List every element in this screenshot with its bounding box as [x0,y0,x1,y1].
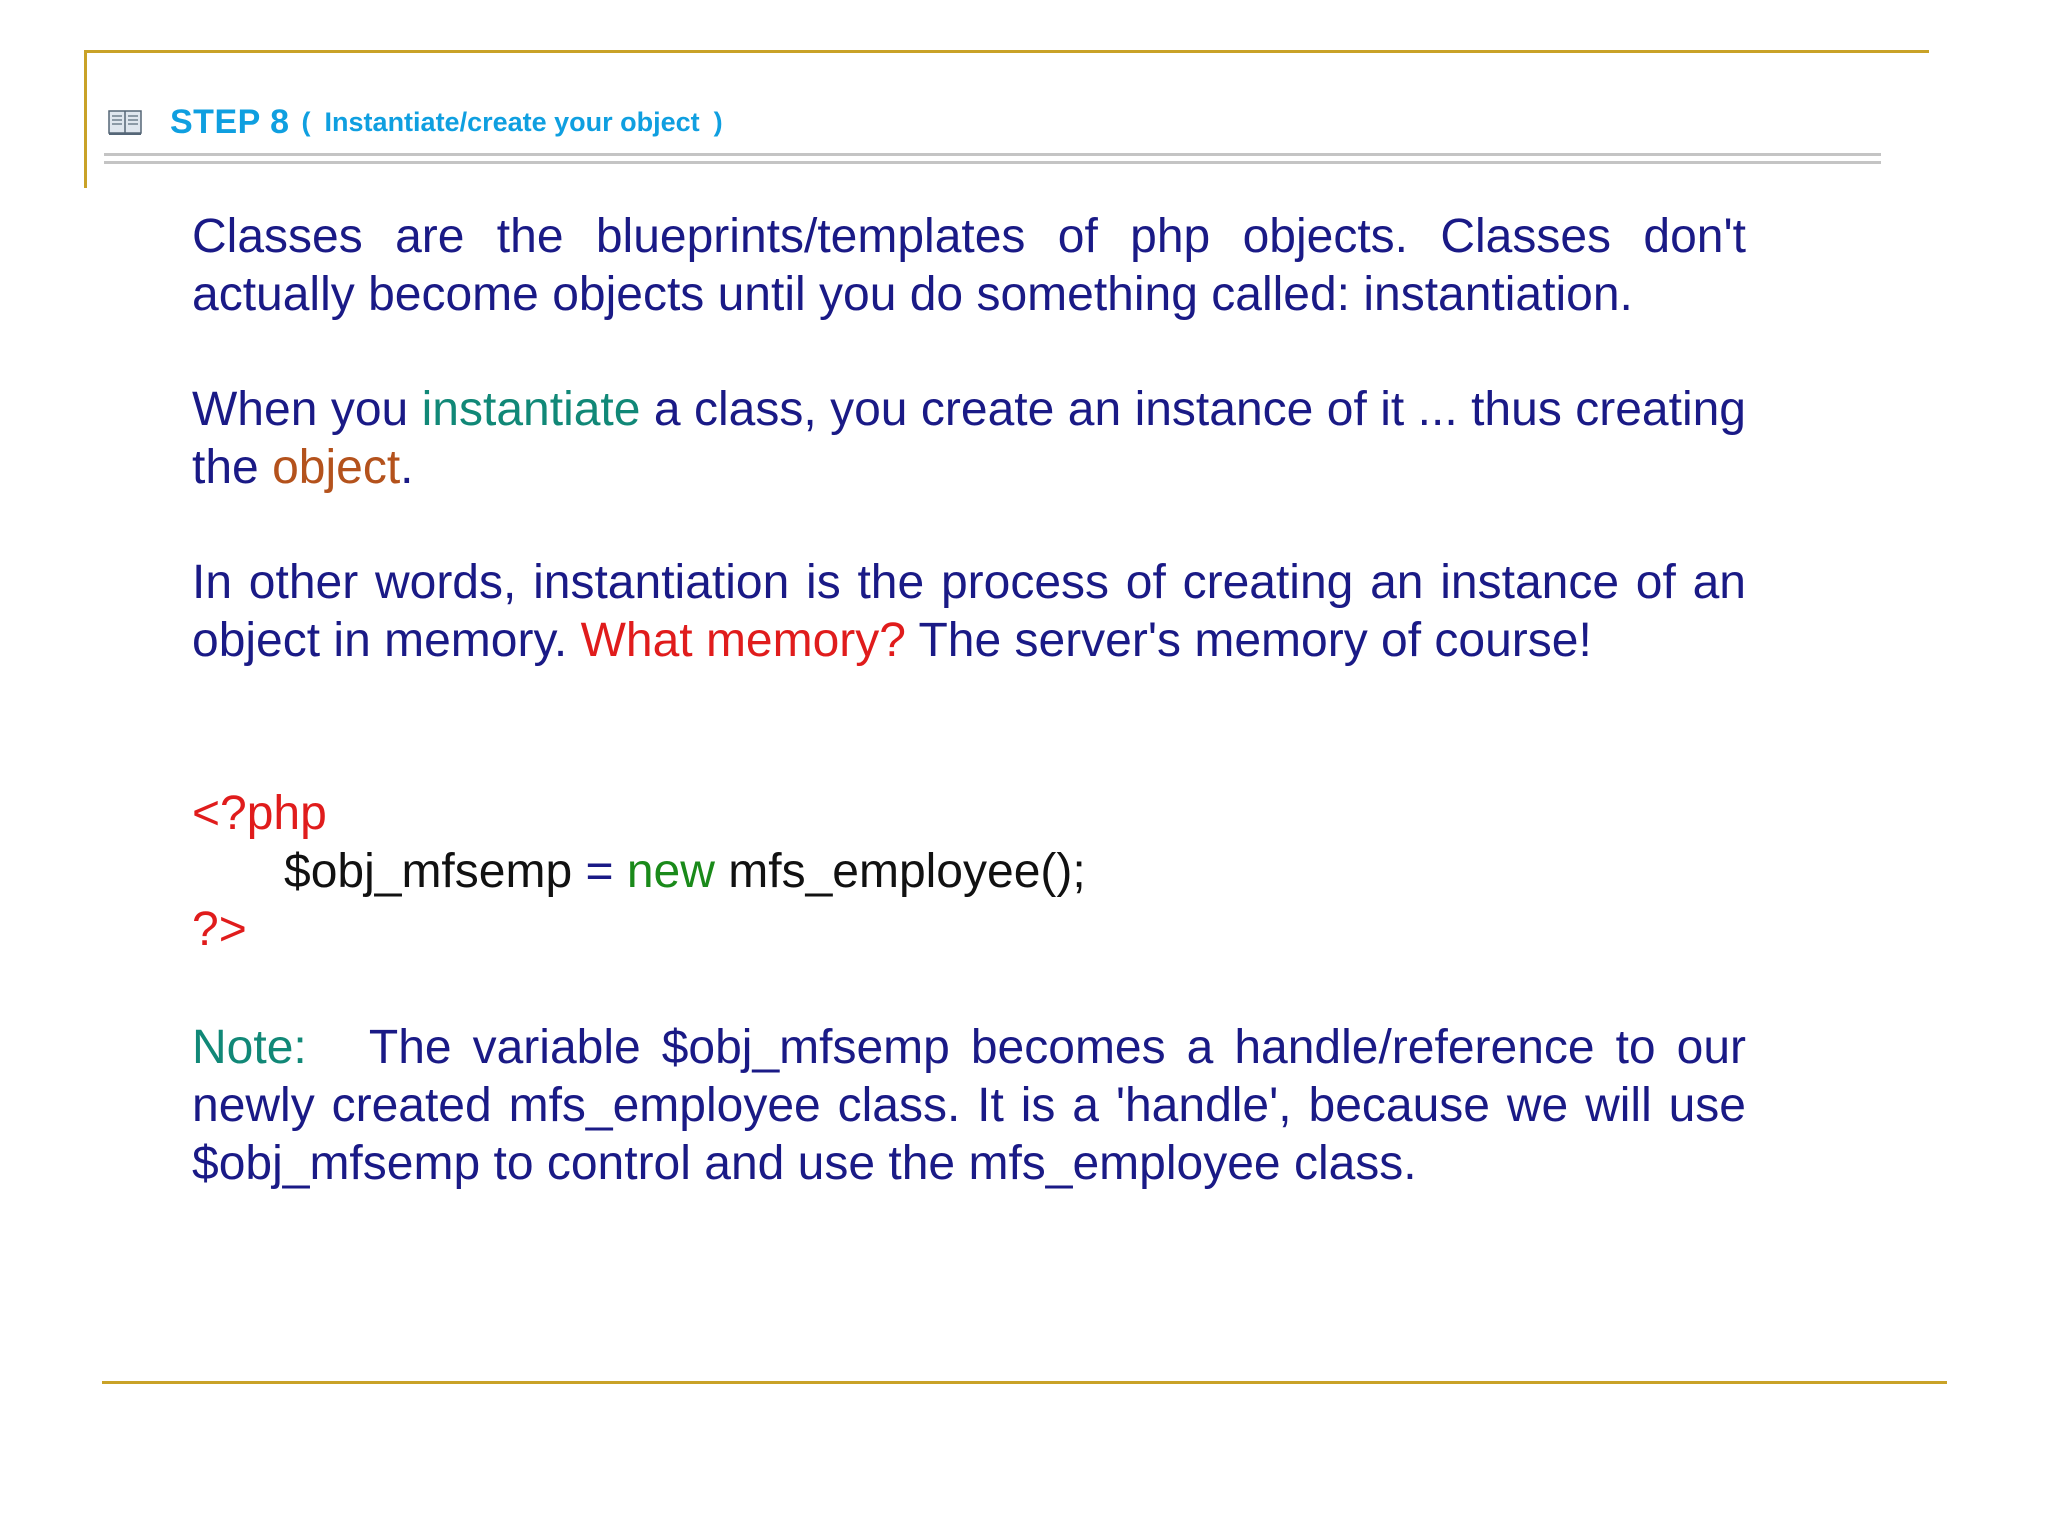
note-var-2: $obj_mfsemp [192,1137,481,1190]
code-statement [192,843,1746,901]
header-rule-top [104,153,1881,156]
code-block [192,785,1746,959]
header-rule-bottom [104,161,1881,164]
note-text-b: becomes a handle/reference to our newly created [192,1021,1747,1132]
frame-bottom-line [102,1381,1947,1384]
slide-header [108,98,723,146]
paragraph-1 [192,208,1746,324]
term-object: object [272,441,401,494]
note-text-c: class. It is a 'handle', because we will use [820,1079,1747,1132]
subtitle-text: Instantiate/create your object [324,106,700,137]
step-subtitle [302,107,723,138]
close-paren: ) [713,106,723,137]
frame-top-line [84,50,1929,53]
note-class-1: mfs_employee [508,1079,821,1132]
note-label: Note: [192,1021,307,1074]
code-open-tag: <?php [192,787,327,840]
term-instantiate: instantiate [421,383,641,436]
note-var-1: $obj_mfsemp [661,1021,950,1074]
code-variable: $obj_mfsemp [284,845,573,898]
book-icon [108,108,142,136]
paragraph-2-part-2: a class, you create an instance of it ... thus creating the [192,383,1747,494]
note-class-2: mfs_employee [968,1137,1281,1190]
note-text-d: to control and use the [480,1137,969,1190]
note-text-e: class. [1280,1137,1417,1190]
paragraph-3-part-2: The server's memory of course! [905,614,1592,667]
note-text-a: The variable [368,1021,662,1074]
open-paren: ( [301,106,311,137]
code-keyword-new: new [626,845,715,898]
code-call: mfs_employee(); [714,845,1086,898]
paragraph-3 [192,554,1746,670]
paragraph-2-part-1: When you [192,383,422,436]
note-paragraph [192,1019,1746,1193]
code-close-tag: ?> [192,903,247,956]
paragraph-3-part-1: In other words, instantiation is the process of creating an instance of an object in memory. [192,556,1746,667]
frame-left-line [84,50,87,188]
question-what-memory: What memory? [580,614,906,667]
paragraph-2-part-3: . [400,441,414,494]
paragraph-1-text: Classes are the blueprints/templates of php objects. Classes don't actually become objects until you do something called: instantiation. [192,210,1746,321]
paragraph-2 [192,381,1746,497]
step-label: STEP 8 [170,102,290,141]
slide-body [192,208,1746,1241]
code-assign: = [572,845,627,898]
